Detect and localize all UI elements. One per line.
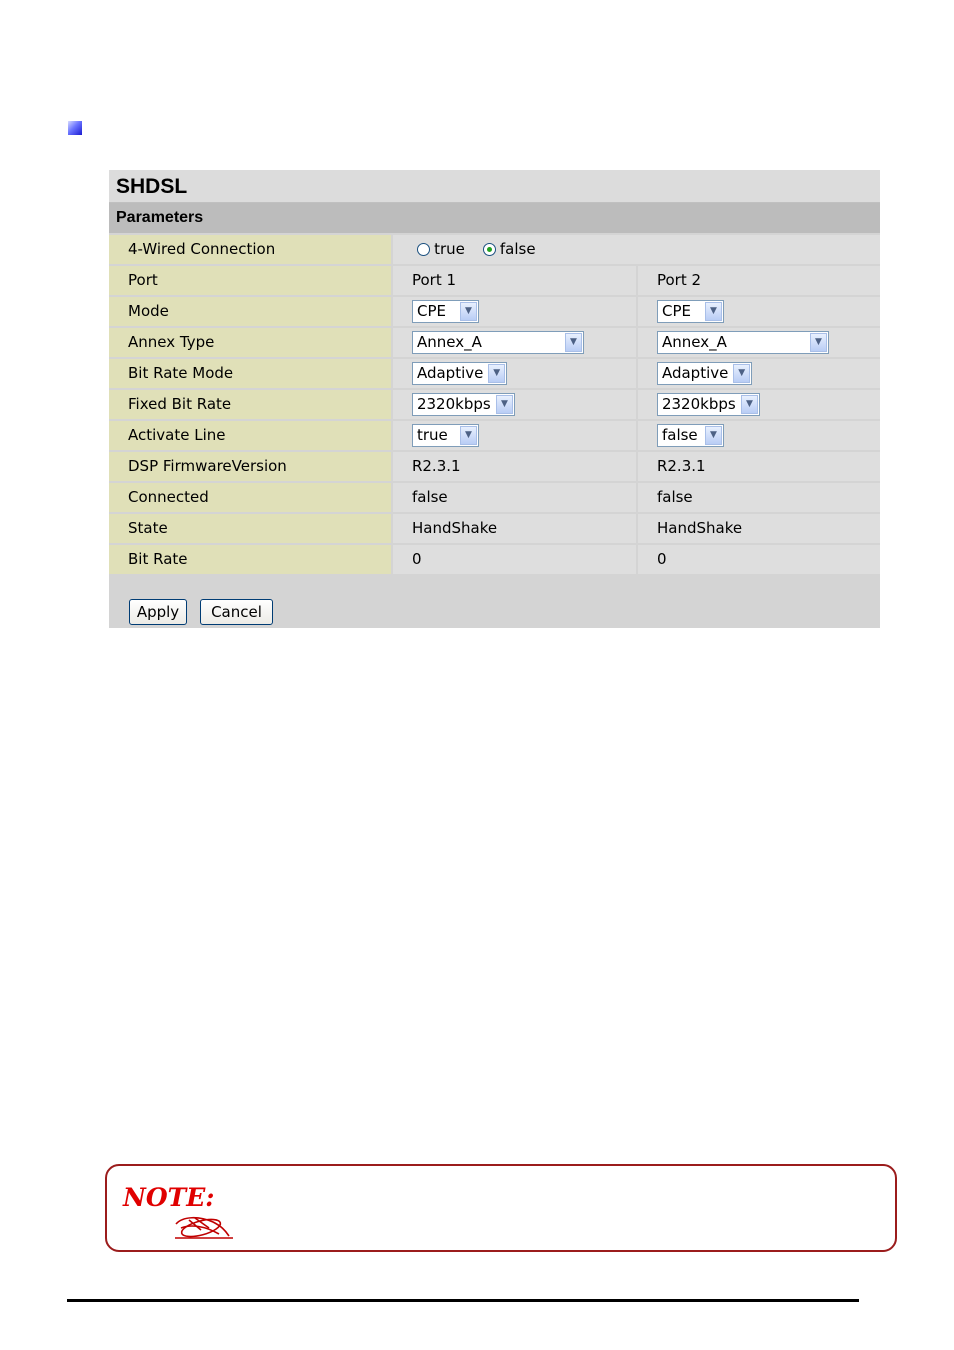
mode-select-port1[interactable]: CPE ▼ [412,300,479,323]
chevron-down-icon[interactable]: ▼ [460,426,477,445]
chevron-down-icon[interactable]: ▼ [810,333,827,352]
annex-select-port2[interactable]: Annex_A ▼ [657,331,829,354]
apply-button[interactable]: Apply [129,599,187,625]
mode-select-port2[interactable]: CPE ▼ [657,300,724,323]
bitmode-select-port2[interactable]: Adaptive ▼ [657,362,752,385]
connected-port2-value: false [638,483,880,512]
panel-title: SHDSL [109,170,880,203]
bitrate-port2-value: 0 [638,545,880,574]
row-port [109,266,880,295]
port1-header: Port 1 [393,266,636,295]
state-port2-value: HandShake [638,514,880,543]
port2-header: Port 2 [638,266,880,295]
row-label: Bit Rate [109,545,391,574]
row-label: Fixed Bit Rate [109,390,391,419]
wired-options [393,235,880,264]
row-state [109,514,880,543]
radio-false-label: false [499,240,536,258]
chevron-down-icon[interactable]: ▼ [733,364,750,383]
radio-false-option[interactable] [483,235,536,264]
chevron-down-icon[interactable]: ▼ [705,426,722,445]
chevron-down-icon[interactable]: ▼ [565,333,582,352]
state-port1-value: HandShake [393,514,636,543]
chevron-down-icon[interactable]: ▼ [741,395,758,414]
row-4-wired-connection [109,235,880,264]
row-bit-rate-mode [109,359,880,388]
radio-false[interactable] [483,243,496,256]
chevron-down-icon[interactable]: ▼ [488,364,505,383]
dsp-port1-value: R2.3.1 [393,452,636,481]
bottom-rule [67,1299,859,1302]
connected-port1-value: false [393,483,636,512]
note-logo-icon [121,1180,251,1242]
row-label: DSP FirmwareVersion [109,452,391,481]
row-dsp-firmware-version [109,452,880,481]
note-box [105,1164,897,1252]
row-label: State [109,514,391,543]
row-activate-line [109,421,880,450]
bitrate-port1-value: 0 [393,545,636,574]
cancel-button[interactable]: Cancel [200,599,273,625]
activate-select-port1[interactable]: true ▼ [412,424,479,447]
row-label: Annex Type [109,328,391,357]
row-annex-type [109,328,880,357]
shdsl-panel [109,170,880,628]
radio-true-label: true [434,240,465,258]
row-label: Port [109,266,391,295]
button-bar [109,579,880,628]
row-fixed-bit-rate [109,390,880,419]
bitmode-select-port1[interactable]: Adaptive ▼ [412,362,507,385]
chevron-down-icon[interactable]: ▼ [705,302,722,321]
radio-true-option[interactable] [417,235,465,264]
fixed-rate-select-port2[interactable]: 2320kbps ▼ [657,393,760,416]
row-label: Activate Line [109,421,391,450]
row-label: Connected [109,483,391,512]
row-label: Bit Rate Mode [109,359,391,388]
activate-select-port2[interactable]: false ▼ [657,424,724,447]
row-connected [109,483,880,512]
row-bit-rate [109,545,880,574]
row-mode [109,297,880,326]
fixed-rate-select-port1[interactable]: 2320kbps ▼ [412,393,515,416]
note-logo-text: NOTE: [123,1183,215,1212]
radio-true[interactable] [417,243,430,256]
annex-select-port1[interactable]: Annex_A ▼ [412,331,584,354]
section-bullet-icon [68,121,82,135]
chevron-down-icon[interactable]: ▼ [496,395,513,414]
row-label: 4-Wired Connection [109,235,391,264]
row-label: Mode [109,297,391,326]
dsp-port2-value: R2.3.1 [638,452,880,481]
section-title-parameters: Parameters [109,203,880,233]
chevron-down-icon[interactable]: ▼ [460,302,477,321]
